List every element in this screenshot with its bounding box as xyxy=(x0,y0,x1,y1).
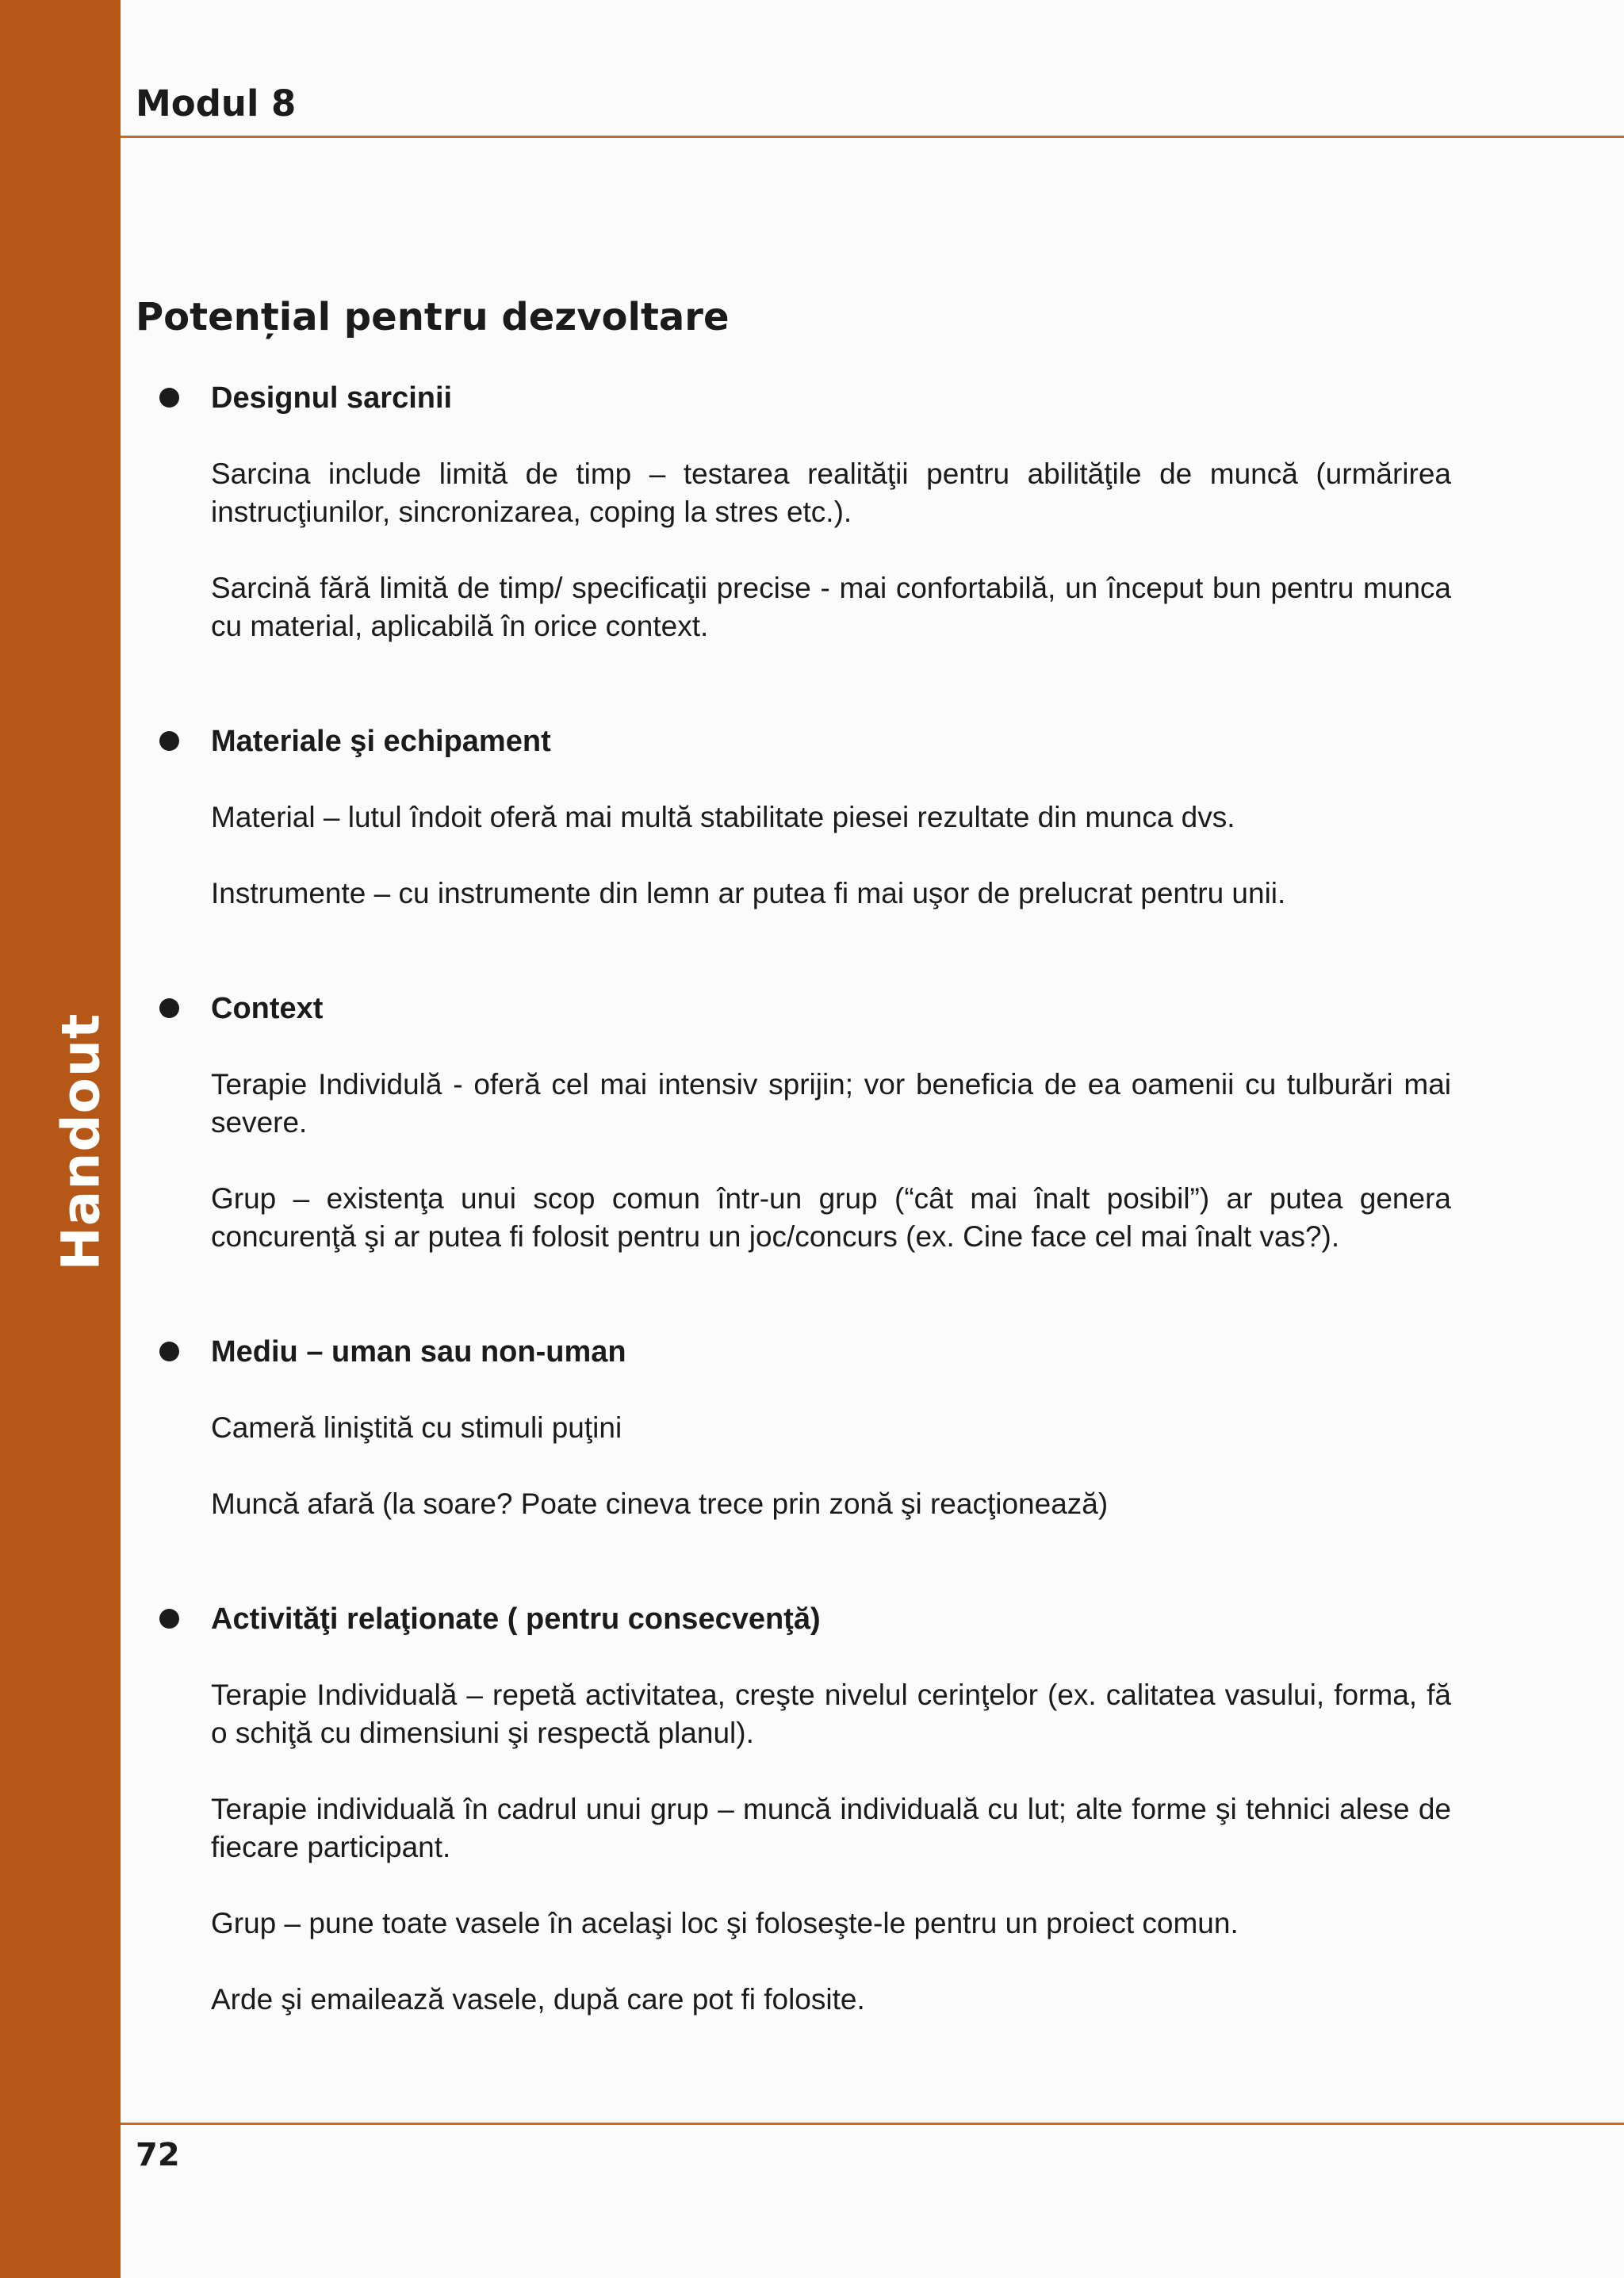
header-divider xyxy=(121,136,1624,138)
paragraph: Sarcina include limită de timp – testarea realităţii pentru abilităţile de muncă (urmărirea instrucţiunilor, sincronizarea, coping la stres etc.). xyxy=(211,458,1451,528)
paragraph: Muncă afară (la soare? Poate cineva trece prin zonă şi reacţionează) xyxy=(211,1487,1109,1520)
bullet-icon xyxy=(159,731,179,751)
bullet-icon xyxy=(159,1342,179,1361)
section-heading: Materiale şi echipament xyxy=(211,725,551,758)
paragraph: Terapie Individulă - oferă cel mai intensiv sprijin; vor beneficia de ea oamenii cu tulburări mai severe. xyxy=(211,1068,1451,1139)
paragraph: Terapie individuală în cadrul unui grup – muncă individuală cu lut; alte forme şi tehnici alese de fiecare participant. xyxy=(211,1793,1451,1863)
paragraph: Terapie Individuală – repetă activitatea, creşte nivelul cerinţelor (ex. calitatea vasului, forma, fă o schiţă cu dimensiuni şi respectă planul). xyxy=(211,1679,1451,1749)
sidebar-band xyxy=(0,0,121,2278)
paragraph: Material – lutul îndoit oferă mai multă stabilitate piesei rezultate din munca dvs. xyxy=(211,801,1235,833)
sidebar-label: Handout xyxy=(50,1013,112,1271)
paragraph: Sarcină fără limită de timp/ specificaţii precise - mai confortabilă, un început bun pentru munca cu material, aplicabilă în orice context. xyxy=(211,572,1451,642)
section-heading: Activităţi relaţionate ( pentru consecvenţă) xyxy=(211,1602,821,1636)
section-heading: Context xyxy=(211,992,324,1025)
section-heading: Mediu – uman sau non-uman xyxy=(211,1335,626,1369)
section-heading: Designul sarcinii xyxy=(211,381,453,415)
paragraph: Cameră liniştită cu stimuli puţini xyxy=(211,1411,622,1444)
paragraph: Grup – pune toate vasele în acelaşi loc şi foloseşte-le pentru un proiect comun. xyxy=(211,1907,1239,1939)
page-number: 72 xyxy=(136,2137,180,2173)
module-title: Modul 8 xyxy=(136,82,297,124)
paragraph: Instrumente – cu instrumente din lemn ar putea fi mai uşor de prelucrat pentru unii. xyxy=(211,877,1286,909)
footer-divider xyxy=(121,2123,1624,2125)
paragraph: Grup – existenţa unui scop comun într-un grup (“cât mai înalt posibil”) ar putea genera concurenţă şi ar putea fi folosit pentru un joc/concurs (ex. Cine face cel mai înalt vas?). xyxy=(211,1182,1451,1253)
page-title: Potențial pentru dezvoltare xyxy=(136,295,730,339)
bullet-icon xyxy=(159,1609,179,1629)
paragraph: Arde şi emailează vasele, după care pot fi folosite. xyxy=(211,1983,865,2016)
bullet-icon xyxy=(159,998,179,1018)
bullet-icon xyxy=(159,388,179,408)
